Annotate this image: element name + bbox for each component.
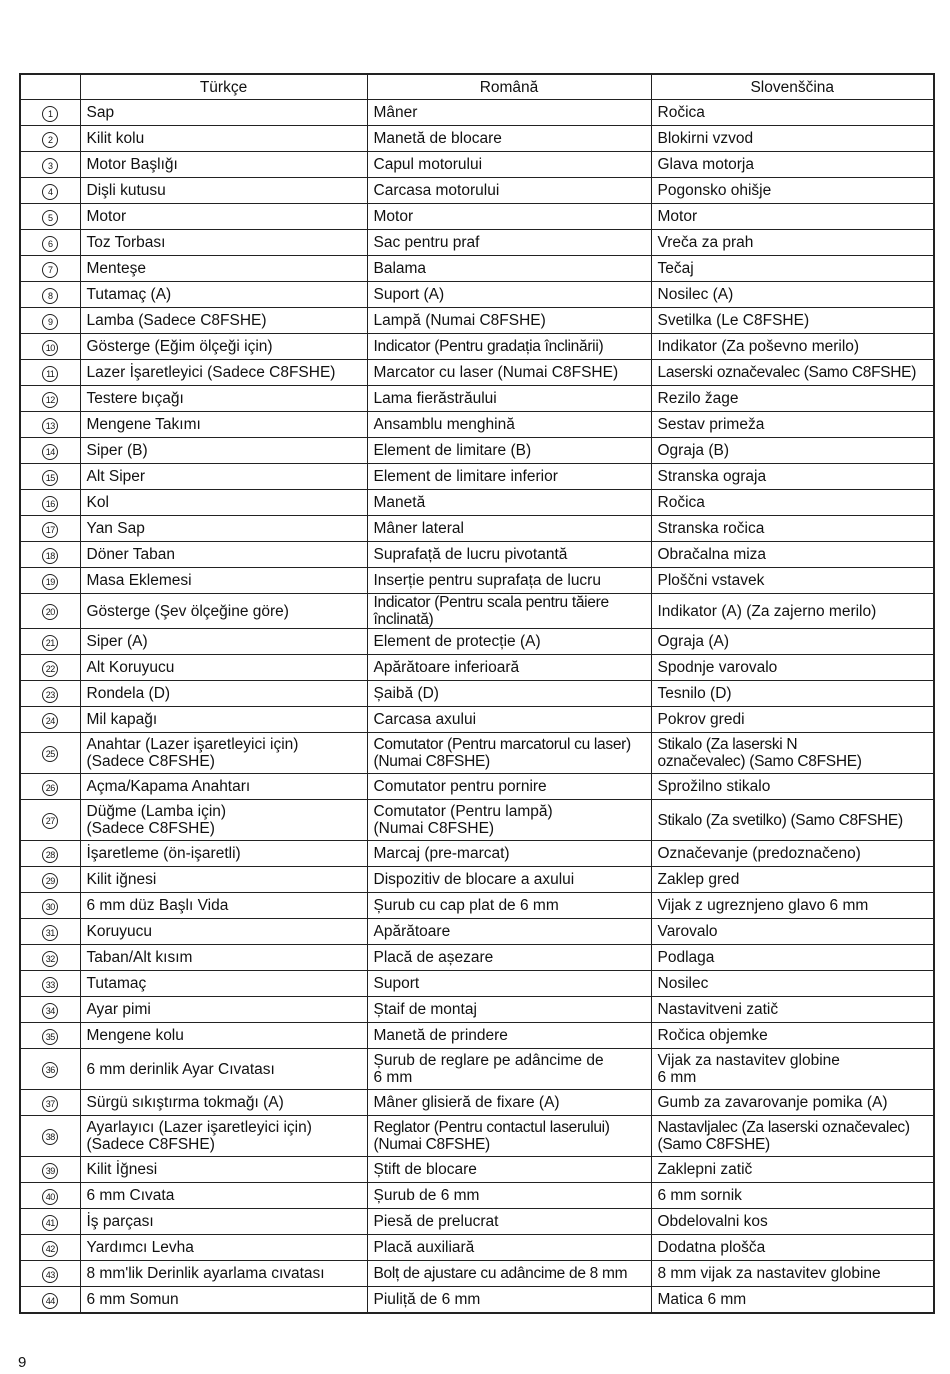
table-row <box>20 681 934 707</box>
table-row <box>20 1209 934 1235</box>
cell-turkish: Motor Başlığı <box>80 152 367 178</box>
cell-turkish: 6 mm Somun <box>80 1287 367 1314</box>
row-number-cell <box>20 1116 80 1157</box>
row-number-cell <box>20 919 80 945</box>
row-number: 33 <box>42 977 58 993</box>
table-row <box>20 178 934 204</box>
cell-slovenian: Obdelovalni kos <box>651 1209 934 1235</box>
row-number: 29 <box>42 873 58 889</box>
table-row <box>20 1049 934 1090</box>
cell-turkish: 8 mm'lik Derinlik ayarlama cıvatası <box>80 1261 367 1287</box>
row-number-cell <box>20 126 80 152</box>
table-row <box>20 707 934 733</box>
row-number: 44 <box>42 1293 58 1309</box>
cell-slovenian: Nastavitveni zatič <box>651 997 934 1023</box>
cell-slovenian: Ograja (B) <box>651 438 934 464</box>
cell-romanian: Comutator pentru pornire <box>367 774 651 800</box>
row-number: 21 <box>42 635 58 651</box>
table-row <box>20 1157 934 1183</box>
cell-slovenian: Motor <box>651 204 934 230</box>
cell-turkish: Siper (A) <box>80 629 367 655</box>
cell-slovenian: Ročica objemke <box>651 1023 934 1049</box>
cell-slovenian: Stikalo (Za svetilko) (Samo C8FSHE) <box>651 800 934 841</box>
cell-turkish: Sap <box>80 100 367 126</box>
row-number: 3 <box>42 158 58 174</box>
cell-slovenian: Blokirni vzvod <box>651 126 934 152</box>
cell-slovenian: Pokrov gredi <box>651 707 934 733</box>
row-number-cell <box>20 178 80 204</box>
row-number: 25 <box>42 746 58 762</box>
cell-romanian: Marcaj (pre-marcat) <box>367 841 651 867</box>
parts-table <box>19 73 935 1314</box>
row-number: 15 <box>42 470 58 486</box>
table-row <box>20 334 934 360</box>
table-row <box>20 464 934 490</box>
row-number-cell <box>20 1090 80 1116</box>
row-number: 41 <box>42 1215 58 1231</box>
cell-slovenian: Tesnilo (D) <box>651 681 934 707</box>
cell-turkish: Anahtar (Lazer işaretleyici için) (Sadece C8FSHE) <box>80 733 367 774</box>
cell-slovenian: Nosilec <box>651 971 934 997</box>
page-number: 9 <box>18 1354 27 1371</box>
cell-turkish: Alt Siper <box>80 464 367 490</box>
row-number: 9 <box>42 314 58 330</box>
row-number-cell <box>20 516 80 542</box>
cell-romanian: Bolț de ajustare cu adâncime de 8 mm <box>367 1261 651 1287</box>
row-number-cell <box>20 308 80 334</box>
cell-romanian: Piuliță de 6 mm <box>367 1287 651 1314</box>
cell-turkish: Kilit kolu <box>80 126 367 152</box>
row-number: 11 <box>42 366 58 382</box>
cell-romanian: Placă auxiliară <box>367 1235 651 1261</box>
cell-turkish: Açma/Kapama Anahtarı <box>80 774 367 800</box>
cell-slovenian: Indikator (A) (Za zajerno merilo) <box>651 594 934 629</box>
table-row <box>20 919 934 945</box>
table-row <box>20 1261 934 1287</box>
table-row <box>20 594 934 629</box>
cell-turkish: Alt Koruyucu <box>80 655 367 681</box>
cell-turkish: 6 mm Cıvata <box>80 1183 367 1209</box>
cell-romanian: Ștaif de montaj <box>367 997 651 1023</box>
cell-romanian: Manetă <box>367 490 651 516</box>
row-number-cell <box>20 438 80 464</box>
header-slovenian: Slovenščina <box>651 74 934 100</box>
cell-romanian: Șurub de reglare pe adâncime de 6 mm <box>367 1049 651 1090</box>
cell-slovenian: Sprožilno stikalo <box>651 774 934 800</box>
header-row <box>20 74 934 100</box>
row-number-cell <box>20 945 80 971</box>
cell-romanian: Indicator (Pentru gradația înclinării) <box>367 334 651 360</box>
cell-turkish: Kilit iğnesi <box>80 867 367 893</box>
cell-turkish: Rondela (D) <box>80 681 367 707</box>
cell-turkish: Menteşe <box>80 256 367 282</box>
cell-romanian: Comutator (Pentru marcatorul cu laser) (Numai C8FSHE) <box>367 733 651 774</box>
cell-romanian: Suport <box>367 971 651 997</box>
row-number: 43 <box>42 1267 58 1283</box>
cell-turkish: Ayarlayıcı (Lazer işaretleyici için) (Sadece C8FSHE) <box>80 1116 367 1157</box>
cell-turkish: Koruyucu <box>80 919 367 945</box>
row-number: 8 <box>42 288 58 304</box>
row-number: 24 <box>42 713 58 729</box>
row-number: 37 <box>42 1096 58 1112</box>
cell-romanian: Șurub cu cap plat de 6 mm <box>367 893 651 919</box>
cell-turkish: Lamba (Sadece C8FSHE) <box>80 308 367 334</box>
row-number: 27 <box>42 813 58 829</box>
cell-slovenian: Matica 6 mm <box>651 1287 934 1314</box>
row-number: 20 <box>42 604 58 620</box>
row-number-cell <box>20 386 80 412</box>
row-number-cell <box>20 464 80 490</box>
row-number-cell <box>20 542 80 568</box>
table-row <box>20 733 934 774</box>
cell-slovenian: Gumb za zavarovanje pomika (A) <box>651 1090 934 1116</box>
cell-slovenian: Varovalo <box>651 919 934 945</box>
cell-turkish: Sürgü sıkıştırma tokmağı (A) <box>80 1090 367 1116</box>
cell-romanian: Piesă de prelucrat <box>367 1209 651 1235</box>
table-row <box>20 1287 934 1314</box>
header-number <box>20 74 80 100</box>
row-number-cell <box>20 971 80 997</box>
cell-turkish: Döner Taban <box>80 542 367 568</box>
row-number: 1 <box>42 106 58 122</box>
table-row <box>20 360 934 386</box>
row-number: 22 <box>42 661 58 677</box>
cell-turkish: Gösterge (Eğim ölçeği için) <box>80 334 367 360</box>
cell-turkish: Siper (B) <box>80 438 367 464</box>
row-number: 28 <box>42 847 58 863</box>
row-number: 40 <box>42 1189 58 1205</box>
cell-turkish: 6 mm düz Başlı Vida <box>80 893 367 919</box>
row-number-cell <box>20 490 80 516</box>
row-number: 7 <box>42 262 58 278</box>
cell-slovenian: Rezilo žage <box>651 386 934 412</box>
cell-slovenian: Zaklep gred <box>651 867 934 893</box>
cell-romanian: Manetă de blocare <box>367 126 651 152</box>
cell-romanian: Lama fierăstrăului <box>367 386 651 412</box>
cell-slovenian: Nosilec (A) <box>651 282 934 308</box>
row-number: 16 <box>42 496 58 512</box>
cell-slovenian: Stranska ročica <box>651 516 934 542</box>
table-row <box>20 386 934 412</box>
cell-slovenian: Zaklepni zatič <box>651 1157 934 1183</box>
cell-romanian: Marcator cu laser (Numai C8FSHE) <box>367 360 651 386</box>
row-number-cell <box>20 230 80 256</box>
cell-slovenian: Vijak z ugreznjeno glavo 6 mm <box>651 893 934 919</box>
cell-slovenian: Ploščni vstavek <box>651 568 934 594</box>
row-number: 26 <box>42 780 58 796</box>
row-number: 4 <box>42 184 58 200</box>
row-number: 12 <box>42 392 58 408</box>
cell-slovenian: Ročica <box>651 490 934 516</box>
cell-romanian: Mâner <box>367 100 651 126</box>
cell-slovenian: Stranska ograja <box>651 464 934 490</box>
row-number-cell <box>20 1157 80 1183</box>
cell-slovenian: Tečaj <box>651 256 934 282</box>
row-number-cell <box>20 100 80 126</box>
cell-turkish: Tutamaç (A) <box>80 282 367 308</box>
cell-romanian: Reglator (Pentru contactul laserului) (Numai C8FSHE) <box>367 1116 651 1157</box>
cell-romanian: Element de limitare (B) <box>367 438 651 464</box>
table-row <box>20 308 934 334</box>
cell-romanian: Dispozitiv de blocare a axului <box>367 867 651 893</box>
header-turkish: Türkçe <box>80 74 367 100</box>
row-number-cell <box>20 1209 80 1235</box>
cell-slovenian: Obračalna miza <box>651 542 934 568</box>
row-number-cell <box>20 629 80 655</box>
table-row <box>20 841 934 867</box>
cell-slovenian: Stikalo (Za laserski N označevalec) (Samo C8FSHE) <box>651 733 934 774</box>
row-number: 38 <box>42 1129 58 1145</box>
cell-turkish: Mil kapağı <box>80 707 367 733</box>
cell-romanian: Suport (A) <box>367 282 651 308</box>
cell-turkish: Lazer İşaretleyici (Sadece C8FSHE) <box>80 360 367 386</box>
row-number-cell <box>20 152 80 178</box>
cell-slovenian: Pogonsko ohišje <box>651 178 934 204</box>
cell-slovenian: Laserski označevalec (Samo C8FSHE) <box>651 360 934 386</box>
row-number: 18 <box>42 548 58 564</box>
cell-turkish: İş parçası <box>80 1209 367 1235</box>
row-number: 6 <box>42 236 58 252</box>
table-row <box>20 126 934 152</box>
cell-slovenian: Označevanje (predoznačeno) <box>651 841 934 867</box>
cell-turkish: Toz Torbası <box>80 230 367 256</box>
table-row <box>20 490 934 516</box>
row-number: 14 <box>42 444 58 460</box>
cell-romanian: Comutator (Pentru lampă) (Numai C8FSHE) <box>367 800 651 841</box>
cell-slovenian: Spodnje varovalo <box>651 655 934 681</box>
cell-romanian: Placă de așezare <box>367 945 651 971</box>
row-number-cell <box>20 1183 80 1209</box>
cell-romanian: Carcasa axului <box>367 707 651 733</box>
cell-slovenian: Podlaga <box>651 945 934 971</box>
row-number-cell <box>20 893 80 919</box>
cell-romanian: Șurub de 6 mm <box>367 1183 651 1209</box>
table-row <box>20 438 934 464</box>
row-number-cell <box>20 681 80 707</box>
table-row <box>20 152 934 178</box>
cell-romanian: Inserție pentru suprafața de lucru <box>367 568 651 594</box>
table-row <box>20 1235 934 1261</box>
cell-turkish: Gösterge (Şev ölçeğine göre) <box>80 594 367 629</box>
cell-romanian: Motor <box>367 204 651 230</box>
row-number-cell <box>20 867 80 893</box>
row-number: 13 <box>42 418 58 434</box>
cell-slovenian: Vijak za nastavitev globine 6 mm <box>651 1049 934 1090</box>
table-row <box>20 1023 934 1049</box>
cell-slovenian: Svetilka (Le C8FSHE) <box>651 308 934 334</box>
table-row <box>20 655 934 681</box>
row-number: 32 <box>42 951 58 967</box>
table-row <box>20 997 934 1023</box>
cell-slovenian: Dodatna plošča <box>651 1235 934 1261</box>
row-number: 39 <box>42 1163 58 1179</box>
cell-romanian: Mâner lateral <box>367 516 651 542</box>
cell-turkish: Mengene kolu <box>80 1023 367 1049</box>
cell-turkish: Kilit İğnesi <box>80 1157 367 1183</box>
table-row <box>20 800 934 841</box>
cell-turkish: Masa Eklemesi <box>80 568 367 594</box>
row-number-cell <box>20 334 80 360</box>
row-number-cell <box>20 568 80 594</box>
cell-romanian: Șaibă (D) <box>367 681 651 707</box>
row-number: 36 <box>42 1062 58 1078</box>
row-number: 19 <box>42 574 58 590</box>
table-row <box>20 204 934 230</box>
table-row <box>20 516 934 542</box>
cell-turkish: Düğme (Lamba için) (Sadece C8FSHE) <box>80 800 367 841</box>
table-row <box>20 945 934 971</box>
row-number-cell <box>20 1235 80 1261</box>
cell-romanian: Mâner glisieră de fixare (A) <box>367 1090 651 1116</box>
row-number: 35 <box>42 1029 58 1045</box>
cell-turkish: Taban/Alt kısım <box>80 945 367 971</box>
cell-romanian: Indicator (Pentru scala pentru tăiere înclinată) <box>367 594 651 629</box>
cell-romanian: Știft de blocare <box>367 1157 651 1183</box>
table-row <box>20 230 934 256</box>
row-number-cell <box>20 360 80 386</box>
cell-romanian: Element de protecție (A) <box>367 629 651 655</box>
cell-slovenian: 8 mm vijak za nastavitev globine <box>651 1261 934 1287</box>
cell-romanian: Manetă de prindere <box>367 1023 651 1049</box>
table-row <box>20 1090 934 1116</box>
cell-romanian: Element de limitare inferior <box>367 464 651 490</box>
row-number: 23 <box>42 687 58 703</box>
cell-slovenian: Glava motorja <box>651 152 934 178</box>
cell-turkish: Kol <box>80 490 367 516</box>
table-row <box>20 568 934 594</box>
cell-slovenian: Ročica <box>651 100 934 126</box>
row-number: 42 <box>42 1241 58 1257</box>
cell-turkish: İşaretleme (ön-işaretli) <box>80 841 367 867</box>
table-row <box>20 867 934 893</box>
row-number-cell <box>20 594 80 629</box>
row-number-cell <box>20 1023 80 1049</box>
cell-slovenian: Sestav primeža <box>651 412 934 438</box>
row-number: 30 <box>42 899 58 915</box>
cell-romanian: Capul motorului <box>367 152 651 178</box>
cell-turkish: Mengene Takımı <box>80 412 367 438</box>
cell-slovenian: Nastavljalec (Za laserski označevalec) (Samo C8FSHE) <box>651 1116 934 1157</box>
cell-romanian: Suprafață de lucru pivotantă <box>367 542 651 568</box>
cell-romanian: Balama <box>367 256 651 282</box>
row-number: 10 <box>42 340 58 356</box>
table-row <box>20 774 934 800</box>
row-number-cell <box>20 655 80 681</box>
table-row <box>20 412 934 438</box>
table-row <box>20 893 934 919</box>
row-number-cell <box>20 1049 80 1090</box>
row-number: 5 <box>42 210 58 226</box>
table-row <box>20 971 934 997</box>
row-number-cell <box>20 733 80 774</box>
row-number: 31 <box>42 925 58 941</box>
cell-romanian: Apărătoare <box>367 919 651 945</box>
cell-turkish: Yardımcı Levha <box>80 1235 367 1261</box>
cell-turkish: Yan Sap <box>80 516 367 542</box>
row-number-cell <box>20 774 80 800</box>
row-number-cell <box>20 1261 80 1287</box>
cell-slovenian: Indikator (Za poševno merilo) <box>651 334 934 360</box>
row-number-cell <box>20 282 80 308</box>
cell-romanian: Apărătoare inferioară <box>367 655 651 681</box>
row-number-cell <box>20 997 80 1023</box>
row-number-cell <box>20 204 80 230</box>
row-number-cell <box>20 1287 80 1314</box>
cell-romanian: Lampă (Numai C8FSHE) <box>367 308 651 334</box>
table-row <box>20 1183 934 1209</box>
row-number-cell <box>20 707 80 733</box>
cell-slovenian: 6 mm sornik <box>651 1183 934 1209</box>
cell-romanian: Carcasa motorului <box>367 178 651 204</box>
cell-turkish: Motor <box>80 204 367 230</box>
cell-turkish: Dişli kutusu <box>80 178 367 204</box>
row-number-cell <box>20 841 80 867</box>
cell-turkish: Testere bıçağı <box>80 386 367 412</box>
row-number-cell <box>20 256 80 282</box>
row-number-cell <box>20 412 80 438</box>
cell-romanian: Ansamblu menghină <box>367 412 651 438</box>
row-number: 17 <box>42 522 58 538</box>
cell-romanian: Sac pentru praf <box>367 230 651 256</box>
table-row <box>20 256 934 282</box>
cell-turkish: 6 mm derinlik Ayar Cıvatası <box>80 1049 367 1090</box>
cell-slovenian: Ograja (A) <box>651 629 934 655</box>
row-number: 2 <box>42 132 58 148</box>
cell-slovenian: Vreča za prah <box>651 230 934 256</box>
row-number-cell <box>20 800 80 841</box>
table-row <box>20 542 934 568</box>
table-row <box>20 100 934 126</box>
table-row <box>20 629 934 655</box>
table-row <box>20 282 934 308</box>
row-number: 34 <box>42 1003 58 1019</box>
cell-turkish: Tutamaç <box>80 971 367 997</box>
header-romanian: Română <box>367 74 651 100</box>
table-row <box>20 1116 934 1157</box>
cell-turkish: Ayar pimi <box>80 997 367 1023</box>
